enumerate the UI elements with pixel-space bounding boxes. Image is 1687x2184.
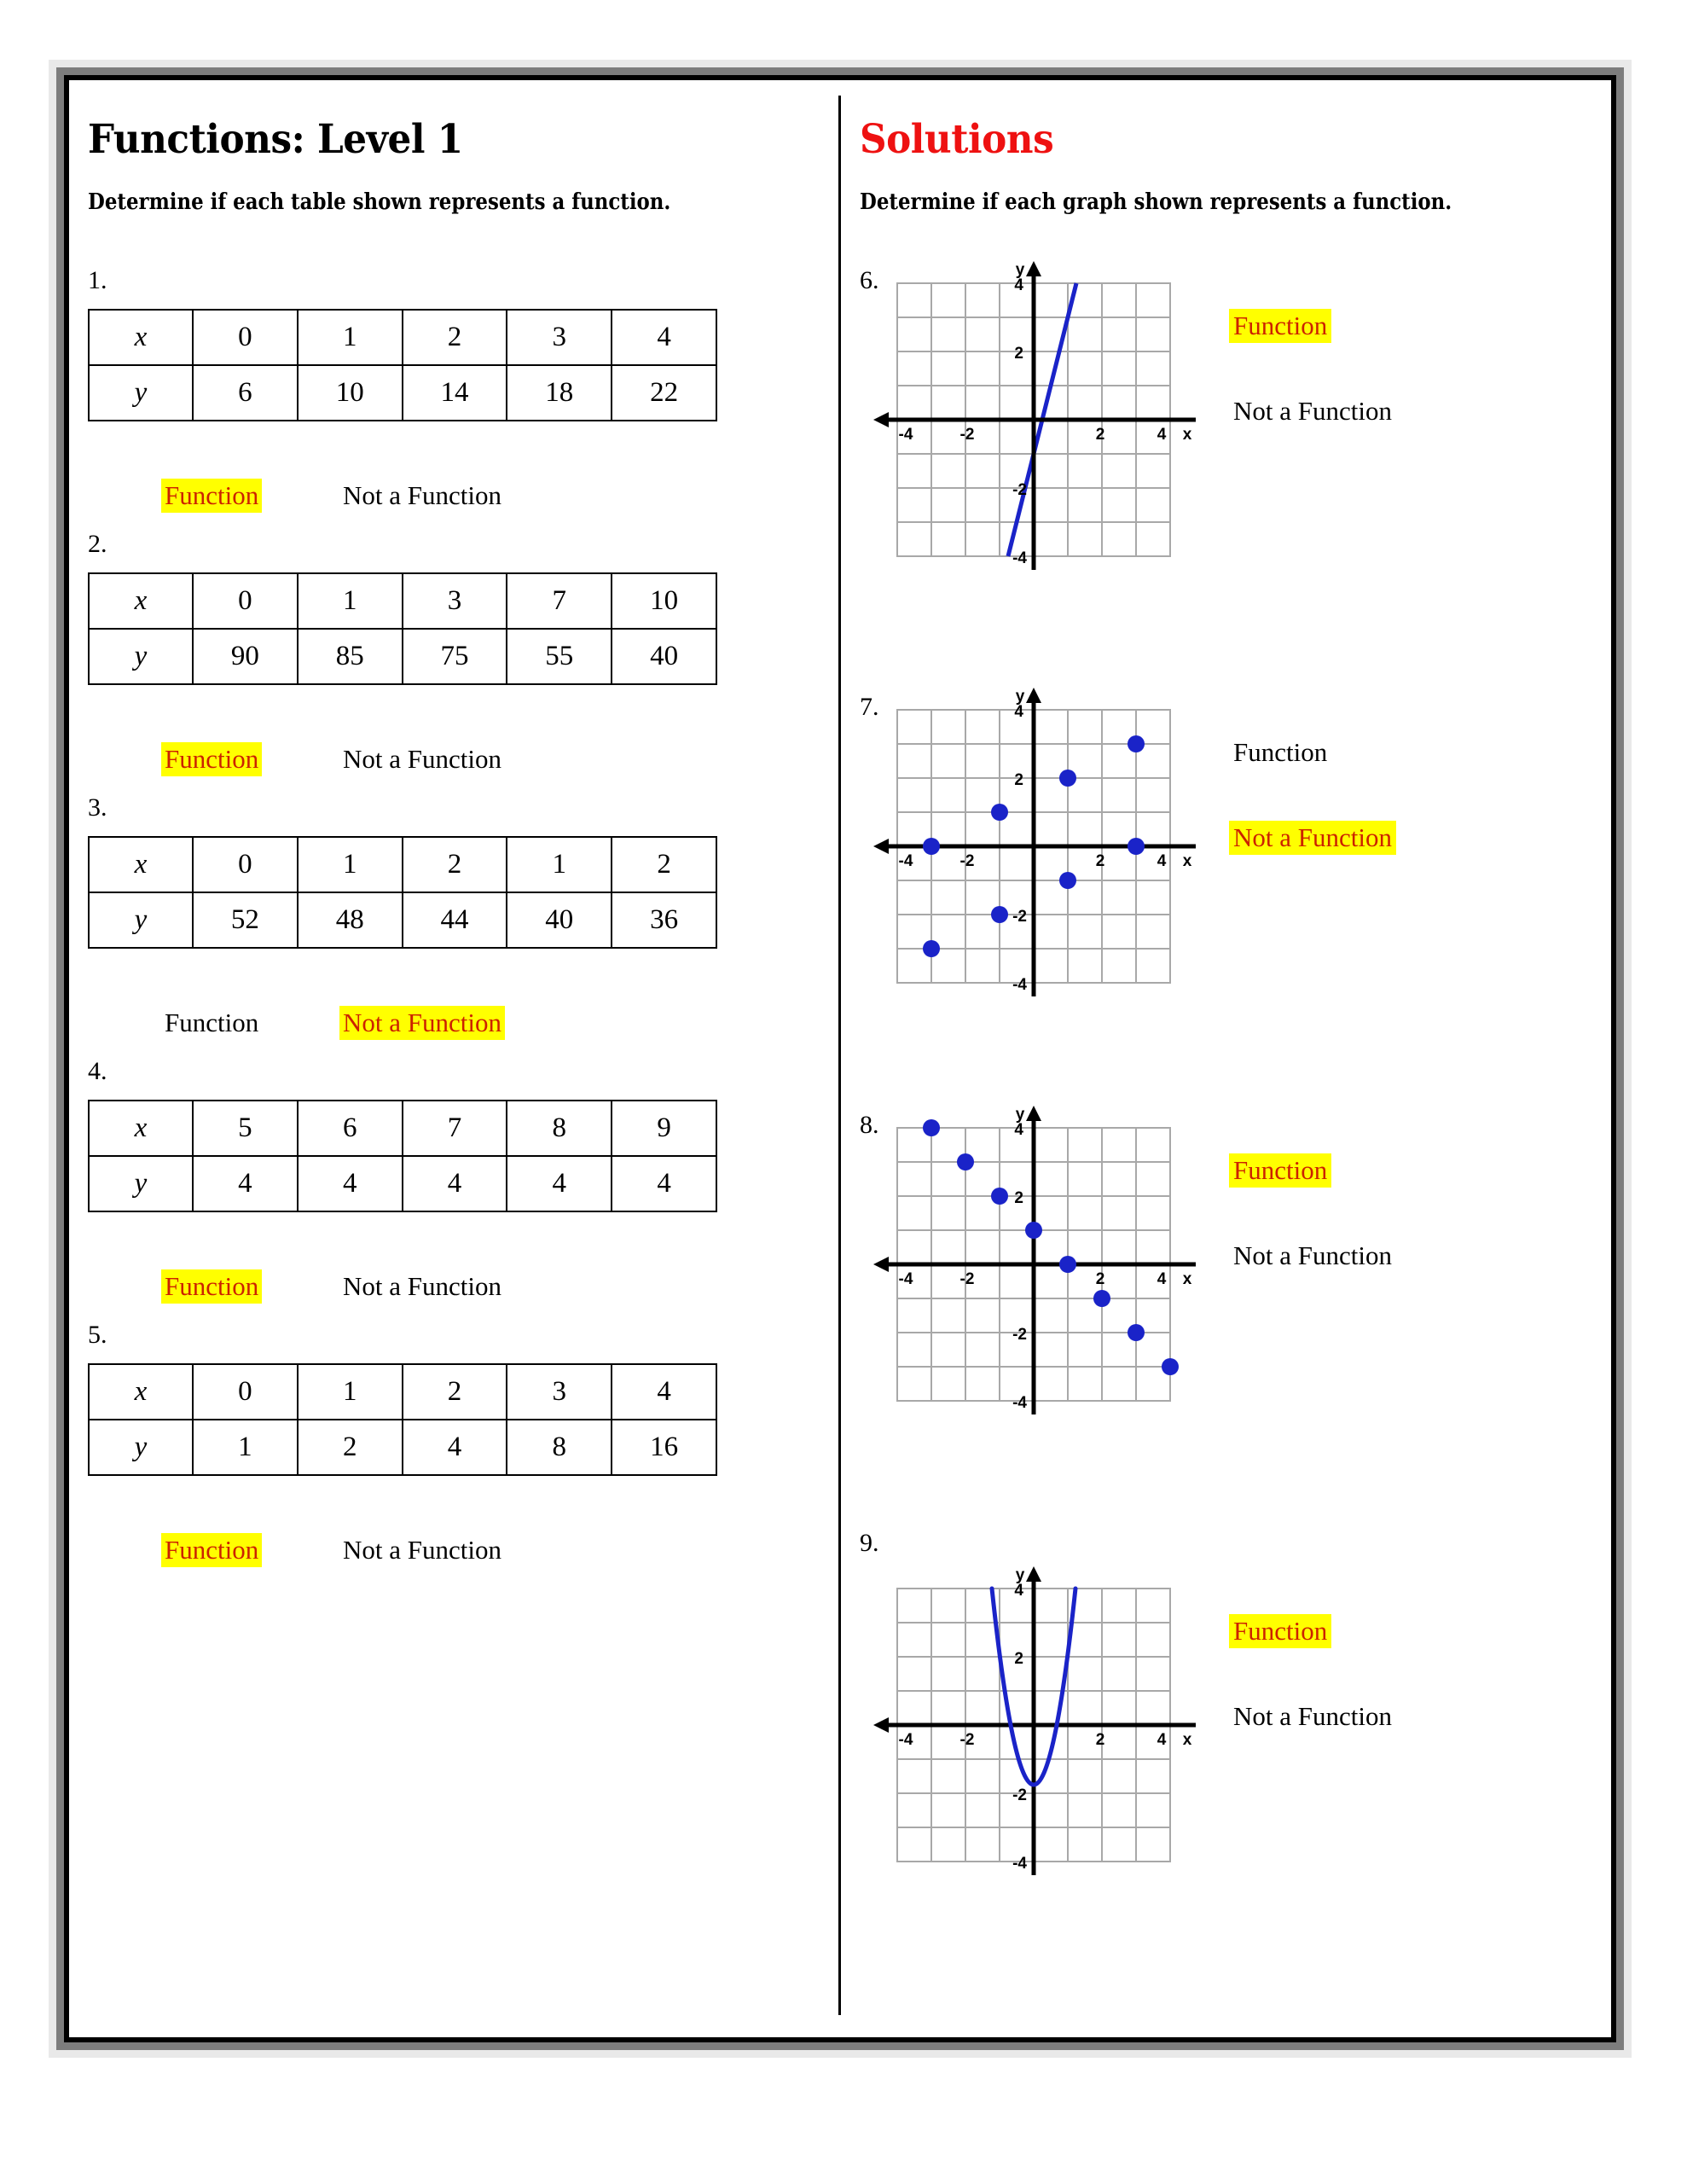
- svg-text:-4: -4: [898, 426, 913, 444]
- svg-text:2: 2: [1014, 771, 1023, 789]
- svg-text:-4: -4: [898, 1731, 913, 1749]
- cell-y-1: 2: [298, 1420, 403, 1475]
- cell-x-2: 3: [403, 573, 507, 629]
- answer-function-3[interactable]: Function: [165, 1008, 259, 1037]
- problem-number-4: 4.: [88, 1057, 107, 1085]
- cell-x-3: 7: [507, 573, 612, 629]
- svg-text:4: 4: [1157, 1270, 1167, 1288]
- svg-text:2: 2: [1095, 852, 1105, 870]
- answer-function-6[interactable]: Function: [1229, 309, 1331, 343]
- answer-function-7[interactable]: Function: [1233, 737, 1328, 767]
- svg-text:-2: -2: [959, 426, 975, 444]
- svg-text:x: x: [1182, 852, 1192, 870]
- cell-y-4: 40: [612, 629, 716, 684]
- cell-y-1: 85: [298, 629, 403, 684]
- svg-text:-2: -2: [1012, 908, 1027, 926]
- svg-text:-2: -2: [959, 1270, 975, 1288]
- svg-text:-4: -4: [1012, 1394, 1027, 1412]
- cell-x-3: 1: [507, 837, 612, 892]
- svg-text:y: y: [1015, 688, 1025, 706]
- answer-not-function-6[interactable]: Not a Function: [1233, 396, 1392, 426]
- problem-number-6: 6.: [860, 266, 879, 294]
- answer-function-2[interactable]: Function: [161, 742, 262, 776]
- svg-text:4: 4: [1157, 426, 1167, 444]
- table-row-y: [89, 1420, 716, 1475]
- cell-y-0: 4: [193, 1156, 298, 1211]
- cell-x-1: 1: [298, 310, 403, 365]
- answer-not-function-7[interactable]: Not a Function: [1229, 821, 1396, 855]
- cell-x-4: 9: [612, 1101, 716, 1156]
- cell-x-1: 6: [298, 1101, 403, 1156]
- table-row-x: [89, 1101, 716, 1156]
- svg-text:-2: -2: [1012, 1786, 1027, 1804]
- cell-x-label: x: [89, 1364, 193, 1420]
- svg-text:2: 2: [1014, 1650, 1023, 1668]
- answer-not-function-1[interactable]: Not a Function: [343, 480, 501, 510]
- svg-text:-2: -2: [1012, 1326, 1027, 1344]
- table-row-y: [89, 629, 716, 684]
- table-row-x: [89, 1364, 716, 1420]
- cell-x-3: 8: [507, 1101, 612, 1156]
- answer-not-function-3[interactable]: Not a Function: [339, 1006, 505, 1040]
- cell-y-2: 4: [403, 1420, 507, 1475]
- svg-text:4: 4: [1157, 852, 1167, 870]
- cell-y-0: 1: [193, 1420, 298, 1475]
- left-instruction: Determine if each table shown represents a function.: [88, 189, 671, 215]
- cell-y-0: 90: [193, 629, 298, 684]
- answer-not-function-2[interactable]: Not a Function: [343, 744, 501, 774]
- cell-y-label: y: [89, 1156, 193, 1211]
- cell-x-label: x: [89, 310, 193, 365]
- answer-row-3: [88, 1006, 719, 1045]
- svg-text:x: x: [1182, 426, 1192, 444]
- cell-x-label: x: [89, 1101, 193, 1156]
- cell-x-4: 4: [612, 310, 716, 365]
- graph-8: [872, 1102, 1196, 1418]
- answer-row-4: [88, 1269, 719, 1309]
- cell-x-1: 1: [298, 573, 403, 629]
- svg-text:-4: -4: [1012, 549, 1027, 567]
- table-problem-2: [88, 572, 717, 685]
- svg-text:-4: -4: [1012, 976, 1027, 994]
- graph-9: [872, 1563, 1196, 1879]
- page-frame: [56, 67, 1624, 2050]
- problem-number-7: 7.: [860, 693, 879, 721]
- cell-x-2: 2: [403, 310, 507, 365]
- cell-y-2: 14: [403, 365, 507, 421]
- right-instruction: Determine if each graph shown represents a function.: [860, 189, 1452, 215]
- cell-y-1: 48: [298, 892, 403, 948]
- svg-text:y: y: [1015, 1566, 1025, 1584]
- cell-y-label: y: [89, 365, 193, 421]
- svg-text:2: 2: [1095, 1270, 1105, 1288]
- answer-function-8[interactable]: Function: [1229, 1153, 1331, 1188]
- table-problem-3: [88, 836, 717, 949]
- table-row-y: [89, 365, 716, 421]
- svg-text:4: 4: [1157, 1731, 1167, 1749]
- answer-row-2: [88, 742, 719, 781]
- table-row-y: [89, 892, 716, 948]
- svg-text:-4: -4: [898, 852, 913, 870]
- table-row-x: [89, 310, 716, 365]
- cell-y-4: 36: [612, 892, 716, 948]
- cell-x-0: 5: [193, 1101, 298, 1156]
- worksheet-page: [49, 60, 1632, 2058]
- page-content: [64, 75, 1616, 2042]
- cell-x-3: 3: [507, 310, 612, 365]
- cell-y-3: 40: [507, 892, 612, 948]
- svg-text:x: x: [1182, 1270, 1192, 1288]
- svg-text:x: x: [1182, 1731, 1192, 1749]
- problem-number-5: 5.: [88, 1321, 107, 1349]
- table-problem-1: [88, 309, 717, 421]
- cell-y-2: 44: [403, 892, 507, 948]
- svg-text:-4: -4: [898, 1270, 913, 1288]
- svg-text:4: 4: [1014, 276, 1023, 294]
- answer-not-function-8[interactable]: Not a Function: [1233, 1240, 1392, 1270]
- svg-text:-4: -4: [1012, 1855, 1027, 1873]
- svg-text:-2: -2: [959, 1731, 975, 1749]
- svg-text:4: 4: [1014, 1121, 1023, 1139]
- cell-x-2: 2: [403, 1364, 507, 1420]
- cell-y-0: 52: [193, 892, 298, 948]
- answer-not-function-5[interactable]: Not a Function: [343, 1535, 501, 1565]
- answer-function-1[interactable]: Function: [161, 479, 262, 513]
- cell-x-2: 7: [403, 1101, 507, 1156]
- cell-x-label: x: [89, 837, 193, 892]
- problem-number-2: 2.: [88, 530, 107, 558]
- svg-text:y: y: [1015, 1106, 1025, 1124]
- cell-y-label: y: [89, 1420, 193, 1475]
- problem-number-8: 8.: [860, 1111, 879, 1139]
- svg-text:2: 2: [1014, 1189, 1023, 1207]
- cell-x-0: 0: [193, 1364, 298, 1420]
- graph-6: [872, 258, 1196, 573]
- svg-text:2: 2: [1095, 426, 1105, 444]
- graph-7: [872, 684, 1196, 1000]
- cell-x-0: 0: [193, 310, 298, 365]
- answer-function-4[interactable]: Function: [161, 1269, 262, 1304]
- svg-text:y: y: [1015, 261, 1025, 279]
- cell-y-0: 6: [193, 365, 298, 421]
- solutions-title: Solutions: [860, 116, 1054, 163]
- table-row-x: [89, 573, 716, 629]
- cell-y-4: 4: [612, 1156, 716, 1211]
- cell-y-3: 55: [507, 629, 612, 684]
- problem-number-9: 9.: [860, 1529, 879, 1557]
- svg-text:4: 4: [1014, 1582, 1023, 1600]
- cell-x-2: 2: [403, 837, 507, 892]
- answer-function-5[interactable]: Function: [161, 1533, 262, 1567]
- cell-y-3: 8: [507, 1420, 612, 1475]
- table-problem-4: [88, 1100, 717, 1212]
- svg-text:2: 2: [1014, 345, 1023, 363]
- page-title: Functions: Level 1: [88, 116, 463, 163]
- answer-row-5: [88, 1533, 719, 1572]
- cell-x-3: 3: [507, 1364, 612, 1420]
- cell-y-3: 4: [507, 1156, 612, 1211]
- answer-row-1: [88, 479, 719, 518]
- cell-x-4: 2: [612, 837, 716, 892]
- svg-text:4: 4: [1014, 703, 1023, 721]
- cell-x-0: 0: [193, 573, 298, 629]
- problem-number-1: 1.: [88, 266, 107, 294]
- answer-function-9[interactable]: Function: [1229, 1614, 1331, 1648]
- answer-not-function-4[interactable]: Not a Function: [343, 1271, 501, 1301]
- cell-y-2: 4: [403, 1156, 507, 1211]
- problem-number-3: 3.: [88, 793, 107, 822]
- cell-y-4: 16: [612, 1420, 716, 1475]
- cell-x-0: 0: [193, 837, 298, 892]
- table-row-y: [89, 1156, 716, 1211]
- svg-text:-2: -2: [959, 852, 975, 870]
- table-problem-5: [88, 1363, 717, 1476]
- cell-x-1: 1: [298, 837, 403, 892]
- cell-x-1: 1: [298, 1364, 403, 1420]
- cell-y-3: 18: [507, 365, 612, 421]
- column-divider: [838, 96, 841, 2015]
- cell-y-1: 10: [298, 365, 403, 421]
- cell-y-4: 22: [612, 365, 716, 421]
- cell-x-4: 4: [612, 1364, 716, 1420]
- cell-x-4: 10: [612, 573, 716, 629]
- svg-text:2: 2: [1095, 1731, 1105, 1749]
- cell-y-label: y: [89, 892, 193, 948]
- cell-y-2: 75: [403, 629, 507, 684]
- cell-y-1: 4: [298, 1156, 403, 1211]
- table-row-x: [89, 837, 716, 892]
- cell-y-label: y: [89, 629, 193, 684]
- answer-not-function-9[interactable]: Not a Function: [1233, 1701, 1392, 1731]
- svg-text:-2: -2: [1012, 481, 1027, 499]
- cell-x-label: x: [89, 573, 193, 629]
